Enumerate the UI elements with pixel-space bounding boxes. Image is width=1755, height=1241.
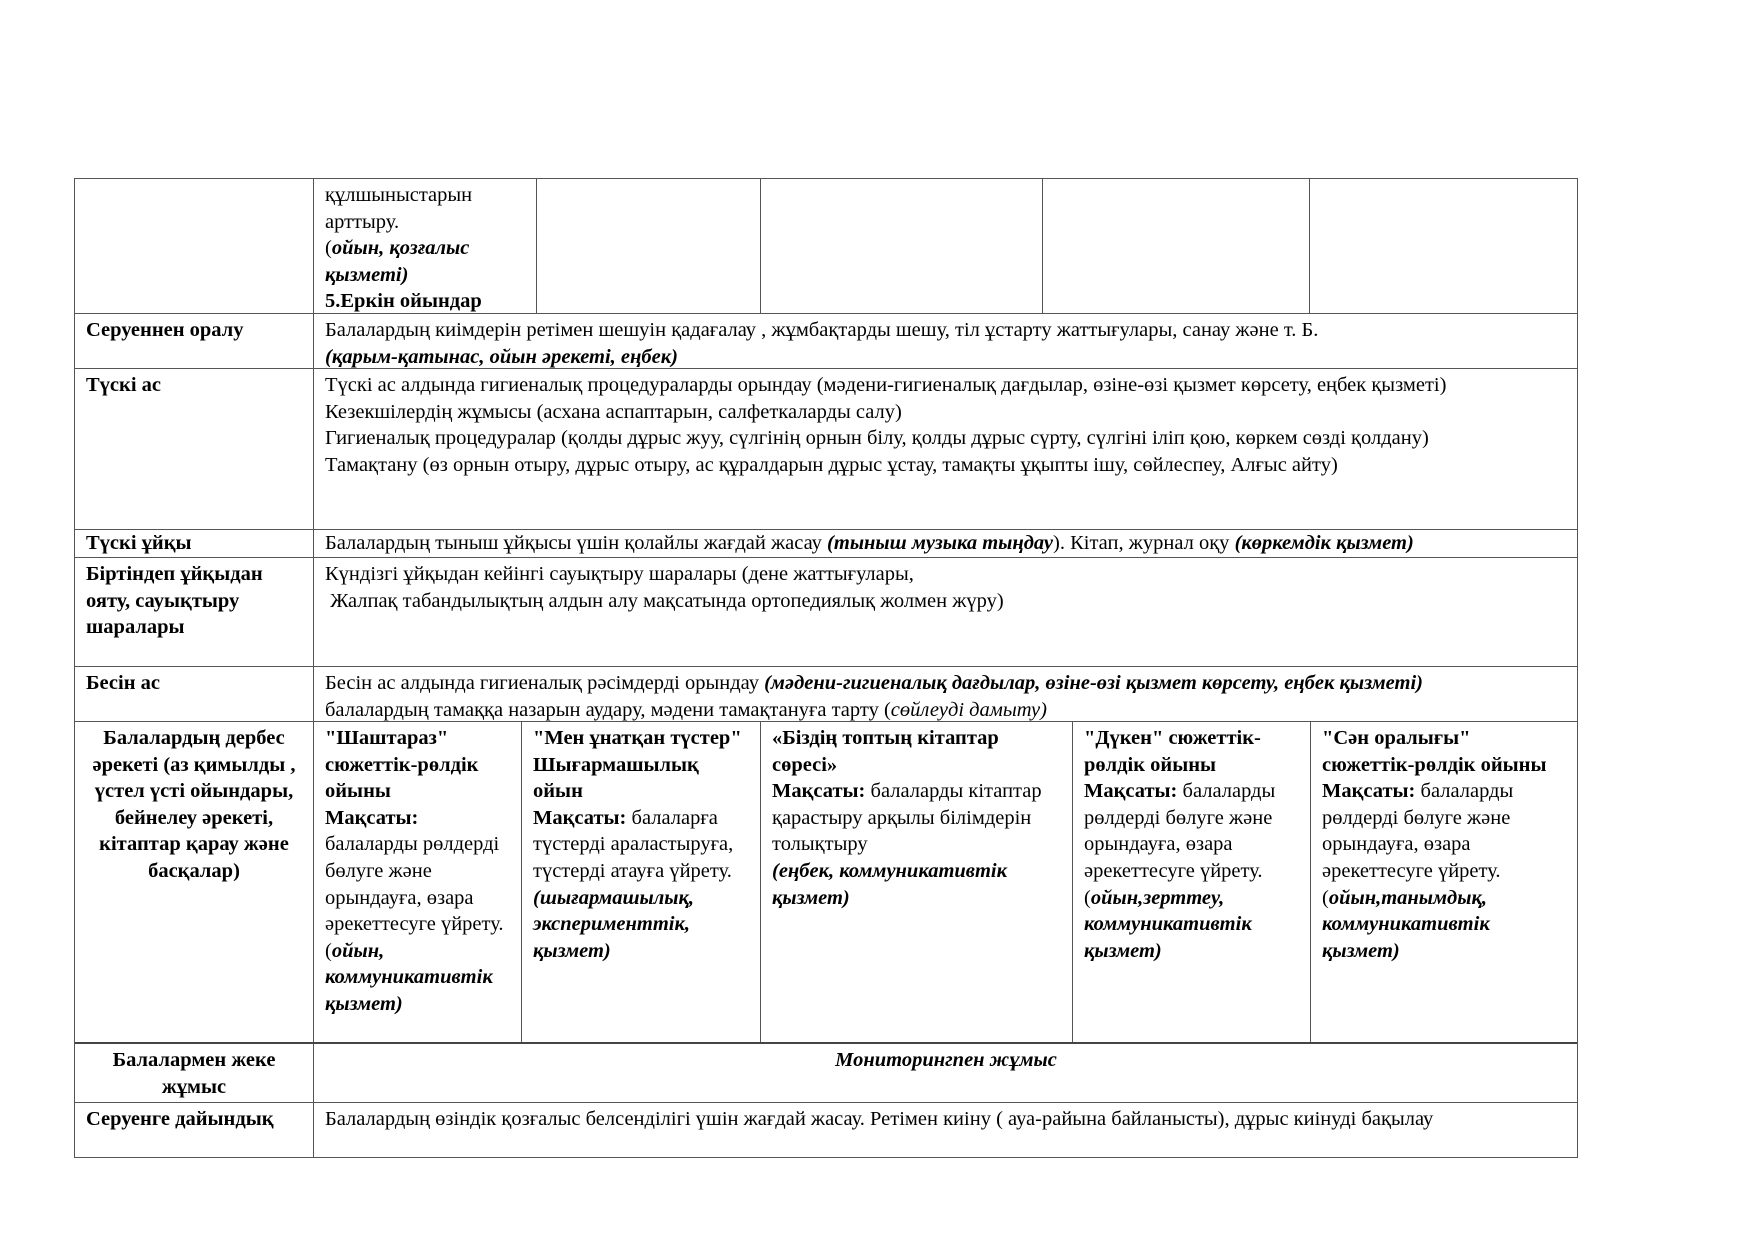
activity-goal	[772, 778, 1062, 858]
activity-label: ойын, коммуникативтік қызмет)	[325, 939, 493, 1015]
empty-cell	[760, 179, 1042, 313]
table-row	[75, 721, 1577, 1042]
cell-text: Түскі ас алдында гигиеналық процедураларды орындау (мәдени-гигиеналық дағдылар, өзіне-өзі қызмет көрсету, еңбек қызметі)	[325, 374, 1447, 396]
cell-text: Жалпақ табандылықтың алдын алу мақсатында ортопедиялық жолмен жүру)	[325, 589, 1004, 612]
cell-text: балалардың тамаққа назарын аудару, мәдени тамақтануға тарту (	[325, 698, 891, 721]
table-row	[75, 557, 1577, 666]
content-cell	[313, 314, 1577, 368]
activity-goal	[1084, 778, 1300, 884]
goal-label: Мақсаты:	[533, 806, 627, 829]
empty-cell	[1309, 179, 1577, 313]
row-label: Түскі ұйқы	[86, 532, 192, 554]
activity-title: "Шаштараз" сюжеттік-рөлдік ойыны	[325, 727, 479, 803]
row-label: Серуеннен оралу	[86, 319, 244, 341]
cell-text: Кезекшілердің жұмысы (асхана аспаптарын, салфеткаларды салу)	[325, 400, 902, 423]
cell-text: Гигиеналық процедуралар (қолды дұрыс жуу, сүлгінің орнын білу, қолды дұрыс сүрту, сүлгіні іліп қою, көркем сөзді қолдану)	[325, 427, 1429, 450]
table-row	[75, 179, 1577, 313]
empty-cell	[536, 179, 760, 313]
goal-text: балаларды кітаптар қарастыру арқылы білімдерін толықтыру	[772, 780, 1042, 856]
activity-label: сөйлеуді дамыту)	[890, 698, 1047, 721]
activity-label: (қарым-қатынас, ойын әрекеті, еңбек)	[325, 345, 678, 368]
cell-text-line	[325, 670, 1573, 697]
goal-text: балаларды рөлдерді бөлуге және орындауға, өзара әрекеттесуге үйрету.	[1322, 780, 1514, 882]
activity-cell	[313, 722, 521, 1042]
activity-label: (шығармашылық, эксперименттік, қызмет)	[533, 886, 695, 962]
activity-title: "Сән оралығы" сюжеттік-рөлдік ойыны	[1322, 727, 1547, 776]
activity-label: (тыныш музыка тыңдау	[827, 532, 1053, 554]
row-label: Балалардың дербес әрекеті (аз қимылды , үстел үсті ойындары, бейнелеу әрекеті, кітаптар қарау және басқалар)	[92, 727, 296, 882]
activity-type	[1084, 885, 1300, 965]
content-cell	[313, 369, 1577, 529]
cell-text: Тамақтану (өз орнын отыру, дұрыс отыру, ас құралдарын дұрыс ұстау, тамақты ұқыпты ішу, сөйлеспеу, Алғыс айту)	[325, 453, 1338, 476]
activity-cell	[1072, 722, 1310, 1042]
activity-label: ойын,танымдық, коммуникативтік қызмет)	[1322, 886, 1490, 962]
activity-title: "Дүкен" сюжеттік-рөлдік ойыны	[1084, 727, 1261, 776]
goal-label: Мақсаты:	[1322, 780, 1416, 803]
content-cell	[313, 179, 536, 313]
table-row	[75, 1042, 1577, 1102]
goal-label: Мақсаты:	[1084, 780, 1178, 803]
table-row	[75, 666, 1577, 721]
goal-text: балаларды рөлдерді бөлуге және орындауға, өзара әрекеттесуге үйрету.	[1084, 780, 1276, 882]
activity-paren: (	[1322, 886, 1329, 909]
activity-label: (еңбек, коммуникативтік қызмет)	[772, 859, 1007, 909]
activity-goal	[533, 805, 750, 885]
table-row	[75, 529, 1577, 557]
row-label: Серуенге дайындық	[86, 1108, 274, 1130]
row-label: Бесін ас	[86, 672, 160, 694]
activity-label: (көркемдік қызмет)	[1234, 532, 1414, 554]
cell-text-line	[325, 697, 1573, 724]
activity-cell	[1310, 722, 1577, 1042]
cell-text: Балалардың киімдерін ретімен шешуін қадағалау , жұмбақтарды шешу, тіл ұстарту жаттығулары, санау және т. Б.	[325, 319, 1319, 341]
table-row	[75, 1102, 1577, 1157]
activity-text	[325, 235, 526, 288]
activity-type	[533, 885, 750, 965]
activity-label: ойын, қозғалыс қызметі)	[325, 237, 470, 286]
item-heading: 5.Еркін ойындар	[325, 290, 482, 313]
goal-label: Мақсаты:	[325, 806, 419, 829]
activity-goal	[325, 805, 511, 938]
content-cell	[313, 558, 1577, 666]
cell-text: ). Кітап, журнал оқу	[1053, 532, 1235, 554]
goal-text: балаларға түстерді араластыруға, түстерді атауға үйрету.	[533, 806, 734, 882]
cell-text: Күндізгі ұйқыдан кейінгі сауықтыру шаралары (дене жаттығулары,	[325, 563, 914, 585]
activity-type	[772, 858, 1062, 911]
activity-cell	[521, 722, 760, 1042]
cell-text: Балалардың тыныш ұйқысы үшін қолайлы жағдай жасау	[325, 532, 828, 554]
activity-label: (мәдени-гигиеналық дағдылар, өзіне-өзі қызмет көрсету, еңбек қызметі)	[764, 672, 1423, 694]
row-label: Түскі ас	[86, 374, 162, 396]
table-row	[75, 368, 1577, 529]
activity-paren: (	[1084, 886, 1091, 909]
schedule-table	[74, 178, 1578, 1158]
activity-goal	[1322, 778, 1567, 884]
activity-paren: (	[325, 939, 332, 962]
activity-label: ойын,зерттеу, коммуникативтік қызмет)	[1084, 886, 1252, 962]
activity-title: «Біздің топтың кітаптар сөресі»	[772, 727, 999, 776]
row-label: Балалармен жеке жұмыс	[112, 1049, 276, 1098]
cell-text: құлшыныстарын	[325, 184, 473, 206]
content-cell: Мониторингпен жұмыс	[313, 1044, 1577, 1102]
activity-type	[1322, 885, 1567, 965]
activity-type	[325, 938, 511, 1018]
cell-text: Бесін ас алдында гигиеналық рәсімдерді орындау	[325, 672, 765, 694]
cell-text: арттыру.	[325, 210, 400, 233]
activity-title: "Мен ұнатқан түстер" Шығармашылық ойын	[533, 727, 742, 803]
empty-cell	[1042, 179, 1309, 313]
row-label: Біртіндеп ұйқыдан ояту, сауықтыру шаралары	[86, 563, 263, 639]
goal-text: балаларды рөлдерді бөлуге және орындауға, өзара әрекеттесуге үйрету.	[325, 833, 504, 936]
activity-paren: (	[325, 237, 332, 260]
content-cell	[313, 667, 1577, 721]
table-row	[75, 313, 1577, 368]
row-label-cell	[75, 179, 313, 313]
goal-label: Мақсаты:	[772, 780, 866, 803]
content-cell	[313, 530, 1577, 557]
activity-cell	[760, 722, 1072, 1042]
content-cell: Балалардың өзіндік қозғалыс белсенділігі үшін жағдай жасау. Ретімен киіну ( ауа-райына байланысты), дұрыс киінуді бақылау	[313, 1103, 1577, 1157]
